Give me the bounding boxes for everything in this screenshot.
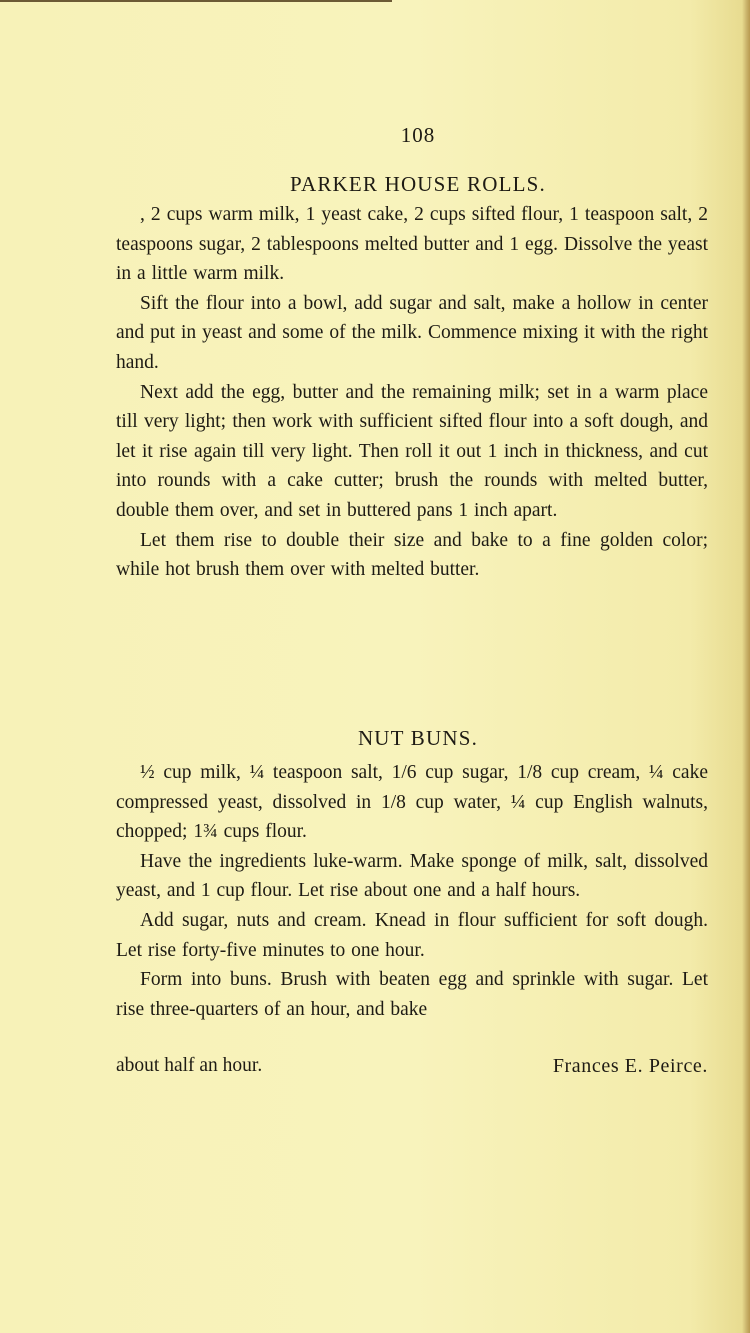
closing-line: [116, 1055, 708, 1078]
recipe-paragraph: Next add the egg, butter and the remaining milk; set in a warm place till very light; then work with sufficient sifted flour into a soft dough, and let it rise again till very light. Then roll it out 1 inch in thickness, and cut into rounds with a cake cutter; brush the rounds with melted butter, double them over, and set in buttered pans 1 inch apart.: [116, 381, 708, 521]
closing-text: about half an hour.: [116, 1055, 263, 1076]
recipe-paragraph: Add sugar, nuts and cream. Knead in flour sufficient for soft dough. Let rise forty-five minutes to one hour.: [116, 909, 708, 961]
recipe-paragraph: Have the ingredients luke-warm. Make sponge of milk, salt, dissolved yeast, and 1 cup flour. Let rise about one and a half hours.: [116, 850, 708, 902]
recipe-title-nut-buns: NUT BUNS.: [357, 726, 479, 750]
recipe-paragraph: Form into buns. Brush with beaten egg and sprinkle with sugar. Let rise three-quarters of an hour, and bake: [116, 969, 708, 1020]
recipe-title-parker-house-rolls: PARKER HOUSE ROLLS.: [290, 172, 546, 196]
recipe-body-parker-house-rolls: [116, 200, 708, 585]
recipe-paragraph: ½ cup milk, ¼ teaspoon salt, 1/6 cup sugar, 1/8 cup cream, ¼ cake compressed yeast, dissolved in 1/8 cup water, ¼ cup English walnuts, chopped; 1¾ cups flour.: [116, 762, 708, 843]
author-signature: Frances E. Peirce.: [552, 1055, 708, 1077]
recipe-paragraph: , 2 cups warm milk, 1 yeast cake, 2 cups sifted flour, 1 teaspoon salt, 2 teaspoons sugar, 2 tablespoons melted butter and 1 egg. Dissolve the yeast in a little warm milk.: [116, 204, 708, 285]
top-edge-rule: [0, 0, 392, 2]
recipe-paragraph: Sift the flour into a bowl, add sugar and salt, make a hollow in center and put in yeast and some of the milk. Commence mixing it with the right hand.: [116, 292, 708, 373]
page-number: 108: [400, 123, 436, 147]
recipe-body-nut-buns: [116, 758, 708, 1024]
page-edge-shadow: [742, 0, 750, 1333]
recipe-paragraph: Let them rise to double their size and bake to a fine golden color; while hot brush them over with melted butter.: [116, 529, 708, 581]
